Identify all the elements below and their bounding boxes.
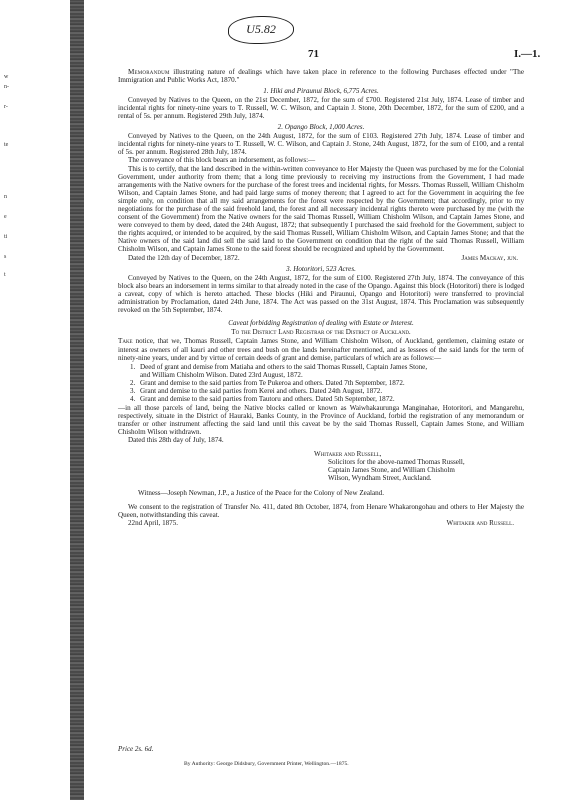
solicitors-block bbox=[314, 450, 524, 483]
consent-signature-row bbox=[118, 519, 524, 527]
caveat-closing: —in all those parcels of land, being the Native blocks called or known as Waiwhakaurunga Manginahae, Hotoritori, and Mangarehu, respectively, situate in the District of Hauraki, Banks County, in the Province of Auckland, forbid the registration of any memorandum or transfer or other instrument affecting the said land until this caveat be by the said Thomas Russell, Captain James Stone, and William Chisholm Wilson withdrawn. bbox=[118, 403, 524, 436]
margin-note: w bbox=[4, 74, 9, 80]
solicitor-description: Solicitors for the above-named Thomas Russell, Captain James Stone, and William Chisholm Wilson, Wyndham Street, Auckland. bbox=[328, 458, 465, 483]
consent-paragraph: We consent to the registration of Transfer No. 411, dated 8th October, 1874, from Henare Whakarongohau and others to Her Majesty the Queen, notwithstanding this caveat. bbox=[118, 503, 524, 520]
page-code: I.—1. bbox=[514, 48, 541, 60]
section-paragraph: Conveyed by Natives to the Queen, on the 24th August, 1872, for the sum of £100. Registered 27th July, 1874. The conveyance of this block also bears an indorsement in terms similar to that already noted in the case of the Opango. Against this block (Hotoritori) there is lodged a caveat, copy of which is hereto attached. These blocks (Hiki and Piraunui, Opango and Hotoritori) were transferred to provincial administration by Proclamation, dated 24th June, 1874. The Act was passed on the 31st August, 1874. This Proclamation was subsequently revoked on the 5th September, 1874. bbox=[118, 274, 524, 315]
margin-note: n bbox=[4, 194, 7, 200]
margin-note: ti bbox=[4, 234, 8, 240]
section-heading: 1. Hiki and Piraunui Block, 6,775 Acres. bbox=[263, 87, 379, 96]
memo-text: illustrating nature of dealings which have taken place in reference to the following Purchases effected under "The Immigration and Public Works Act, 1870." bbox=[118, 68, 524, 85]
memo-lead: Memorandum bbox=[128, 68, 170, 76]
margin-note: te bbox=[4, 142, 9, 148]
list-item: 1. Deed of grant and demise from Matiaha and others to the said Thomas Russell, Captain James Stone, and William Chisholm Wilson. Dated 23rd August, 1872. bbox=[130, 362, 428, 379]
section-heading: 2. Opango Block, 1,000 Acres. bbox=[277, 123, 365, 132]
indorsement-date: Dated the 12th day of December, 1872. bbox=[128, 254, 240, 263]
consent-signature: Whitaker and Russell. bbox=[446, 519, 514, 528]
indorsement-signature: James Mackay, jun. bbox=[461, 254, 518, 263]
section-paragraph: The conveyance of this block bears an indorsement, as follows:— bbox=[128, 156, 316, 165]
indorsement-signature-row bbox=[118, 254, 524, 262]
section-heading: 3. Hotoritori, 523 Acres. bbox=[286, 265, 356, 274]
document-body bbox=[118, 68, 524, 527]
caveat-intro bbox=[118, 337, 524, 361]
handwritten-stamp: U5.82 bbox=[228, 16, 294, 44]
caveat-date: Dated this 28th day of July, 1874. bbox=[128, 436, 224, 445]
witness-line: Witness—Joseph Newman, J.P., a Justice of the Peace for the Colony of New Zealand. bbox=[138, 489, 384, 498]
list-item: 2. Grant and demise to the said parties from Te Pukeroa and others. Dated 7th September, 1872. bbox=[130, 378, 405, 387]
page-binding-edge bbox=[70, 0, 84, 800]
margin-note: r- bbox=[4, 104, 8, 110]
solicitor-name: Whitaker and Russell, bbox=[314, 450, 382, 459]
printer-imprint: By Authority: George Didsbury, Government Printer, Wellington.—1875. bbox=[184, 761, 349, 767]
section-paragraph: Conveyed by Natives to the Queen, on the 21st December, 1872, for the sum of £700. Registered 21st July, 1874. Lease of timber and incidental rights for ninety-nine years to T. Russell, W. C. Wilson, and Captain J. Stone, 20th December, 1872, for the sum of £200, and a rental of 5s. per annum. Registered 29th July, 1874. bbox=[118, 96, 524, 121]
memorandum-intro bbox=[118, 68, 524, 84]
margin-note: t bbox=[4, 272, 6, 278]
margin-note: e bbox=[4, 214, 7, 220]
margin-note: n- bbox=[4, 84, 9, 90]
indorsement-paragraph: This is to certify, that the land described in the within-written conveyance to Her Majesty the Queen was purchased by me for the Colonial Government, under authority from them; that a long time previously to receiving my instructions from the Government, I had made arrangements with the Native owners for the purchase of the forest trees and incidental rights, for Messrs. Thomas Russell, William Chisholm Wilson, and Captain James Stone, and had paid large sums of money thereon; that I agreed to act for the Government in acquiring the fee simple only, on condition that all my said arrangements for the forest were respected by the Government; that accordingly, prior to my negotiations for the purchase of the said freehold land, the forest and all necessary incidental rights thereto were purchased by me (with the consent of the Government) from the Native owners for the said Thomas Russell, William Chisholm Wilson, and Captain James Stone, and were conveyed to them by deed, dated the 24th August, 1872; that subsequently I purchased the said freehold for the Government, subject to the rights acquired, or intended to be acquired, by the said Thomas Russell, William Chisholm Wilson, and Captain James Stone; and that the Native owners of the said land did sell the said land to the Government on condition that the right of the said Thomas Russell, William Chisholm Wilson, and Captain James Stone to the said forest should be recognized and upheld by the Government. bbox=[118, 164, 524, 253]
page-number: 71 bbox=[308, 48, 319, 60]
section-paragraph: Conveyed by Natives to the Queen, on the 24th August, 1872, for the sum of £103. Registered 27th July, 1874. Lease of timber and incidental rights for ninety-nine years to T. Russell, W. C. Wilson, and Captain J. Stone, 24th August, 1872, for the sum of £100, and a rental of 5s. per annum. Registered 28th July, 1874. bbox=[118, 132, 524, 157]
caveat-title: Caveat forbidding Registration of dealing with Estate or Interest. bbox=[228, 319, 414, 328]
consent-date: 22nd April, 1875. bbox=[128, 519, 179, 528]
deed-list bbox=[118, 363, 524, 403]
caveat-addressee: To the District Land Registrar of the District of Auckland. bbox=[231, 328, 411, 337]
price-note: Price 2s. 6d. bbox=[118, 745, 154, 753]
list-item: 4. Grant and demise to the said parties from Tautoru and others. Dated 5th September, 1872. bbox=[130, 394, 395, 403]
list-item: 3. Grant and demise to the said parties from Kerei and others. Dated 24th August, 1872. bbox=[130, 386, 383, 395]
caveat-lead: Take bbox=[118, 337, 133, 346]
left-margin-notes bbox=[0, 0, 28, 800]
margin-note: s bbox=[4, 254, 7, 260]
caveat-intro-text: notice, that we, Thomas Russell, Captain James Stone, and William Chisholm Wilson, of Auckland, gentlemen, claiming estate or interest as owners of all kauri and other trees and bush on the lands hereinafter mentioned, and as lessees of the said lands for the term of ninety-nine years, under and by virtue of certain deeds of grant and demise, particulars of which are as follows:— bbox=[118, 337, 524, 362]
